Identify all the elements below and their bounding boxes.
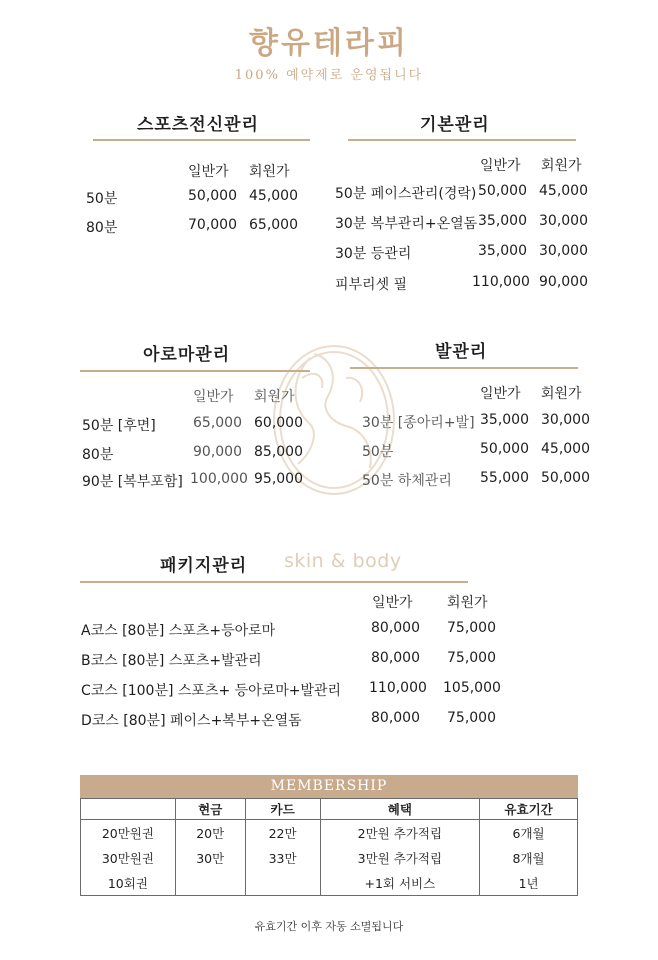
basic-divider [348,139,576,141]
basic-row-member: 45,000 [539,183,588,199]
membership-cash: 30만 [175,845,245,870]
basic-row-name: 30분 복부관리+온열돔 [335,216,478,232]
table-row [81,870,578,896]
sports-col-regular: 일반가 [188,164,229,180]
aroma-divider [80,370,310,372]
package-row-regular: 80,000 [371,620,420,636]
sports-row-member: 65,000 [249,217,298,233]
membership-card: 22만 [245,820,320,846]
membership-name: 20만원권 [81,820,176,846]
sports-divider [93,139,310,141]
membership-header-row [81,799,578,820]
aroma-row-regular: 90,000 [193,444,242,460]
sports-col-member: 회원가 [249,164,290,180]
aroma-row-member: 60,000 [254,415,303,431]
basic-row-name: 피부리셋 필 [335,277,408,293]
basic-col-regular: 일반가 [480,158,521,174]
membership-col-validity: 유효기간 [480,799,578,820]
foot-divider [350,367,578,369]
basic-row-member: 30,000 [539,243,588,259]
package-row-member: 75,000 [447,650,496,666]
sports-row-name: 80분 [86,220,118,236]
package-divider [80,581,468,583]
sports-row-regular: 50,000 [188,188,237,204]
aroma-row-regular: 100,000 [190,471,248,487]
basic-section-title: 기본관리 [420,115,490,135]
sports-row-regular: 70,000 [188,217,237,233]
page-subtitle: 100% 예약제로 운영됩니다 [234,68,424,83]
skin-body-watermark: skin & body [284,550,402,572]
basic-row-member: 30,000 [539,213,588,229]
membership-col-benefit: 혜택 [320,799,480,820]
membership-col-cash: 현금 [175,799,245,820]
sports-row-member: 45,000 [249,188,298,204]
package-row-member: 75,000 [447,620,496,636]
foot-row-name: 30분 [종아리+발] [362,415,475,431]
basic-row-name: 30분 등관리 [335,246,412,262]
aroma-row-name: 90분 [복부포함] [82,474,183,490]
package-row-name: D코스 [80분] 페이스+복부+온열돔 [81,713,302,729]
foot-row-name: 50분 하체관리 [362,473,452,489]
foot-row-regular: 50,000 [480,441,529,457]
membership-validity: 6개월 [480,820,578,846]
aroma-col-member: 회원가 [254,389,295,405]
sports-row-name: 50분 [86,191,118,207]
package-row-name: C코스 [100분] 스포츠+ 등아로마+발관리 [81,683,342,699]
basic-col-member: 회원가 [541,158,582,174]
page-title: 향유테라피 [249,26,409,61]
package-row-member: 75,000 [447,710,496,726]
package-row-regular: 110,000 [369,680,427,696]
membership-card: 33만 [245,845,320,870]
aroma-row-name: 80분 [82,447,114,463]
aroma-row-member: 95,000 [254,471,303,487]
membership-cash [175,870,245,896]
sports-section-title: 스포츠전신관리 [137,115,259,135]
package-section-title: 패키지관리 [160,556,248,576]
foot-section-title: 발관리 [435,342,488,362]
basic-row-regular: 35,000 [478,243,527,259]
aroma-col-regular: 일반가 [193,389,234,405]
membership-col-name [81,799,176,820]
membership-table [80,798,578,896]
foot-row-regular: 35,000 [480,412,529,428]
membership-name: 10회권 [81,870,176,896]
foot-row-name: 50분 [362,444,394,460]
membership-header: MEMBERSHIP [80,775,578,798]
basic-row-name: 50분 페이스관리(경락) [335,186,477,202]
table-row [81,845,578,870]
basic-row-regular: 50,000 [478,183,527,199]
package-row-regular: 80,000 [371,650,420,666]
aroma-row-name: 50분 [후면] [82,418,156,434]
foot-col-regular: 일반가 [480,386,521,402]
foot-row-member: 30,000 [541,412,590,428]
membership-col-card: 카드 [245,799,320,820]
aroma-section-title: 아로마관리 [143,345,231,365]
package-col-member: 회원가 [447,595,488,611]
foot-col-member: 회원가 [541,386,582,402]
package-col-regular: 일반가 [372,595,413,611]
package-row-name: A코스 [80분] 스포츠+등아로마 [81,623,276,639]
package-row-regular: 80,000 [371,710,420,726]
foot-row-member: 45,000 [541,441,590,457]
membership-name: 30만원권 [81,845,176,870]
basic-row-regular: 35,000 [478,213,527,229]
basic-row-member: 90,000 [539,274,588,290]
foot-row-regular: 55,000 [480,470,529,486]
foot-row-member: 50,000 [541,470,590,486]
membership-benefit: +1회 서비스 [320,870,480,896]
footer-note: 유효기간 이후 자동 소멸됩니다 [254,920,404,933]
membership-cash: 20만 [175,820,245,846]
aroma-row-member: 85,000 [254,444,303,460]
membership-validity: 8개월 [480,845,578,870]
package-row-name: B코스 [80분] 스포츠+발관리 [81,653,262,669]
package-row-member: 105,000 [443,680,501,696]
membership-benefit: 3만원 추가적립 [320,845,480,870]
aroma-row-regular: 65,000 [193,415,242,431]
membership-benefit: 2만원 추가적립 [320,820,480,846]
table-row [81,820,578,846]
membership-validity: 1년 [480,870,578,896]
basic-row-regular: 110,000 [472,274,530,290]
membership-card [245,870,320,896]
